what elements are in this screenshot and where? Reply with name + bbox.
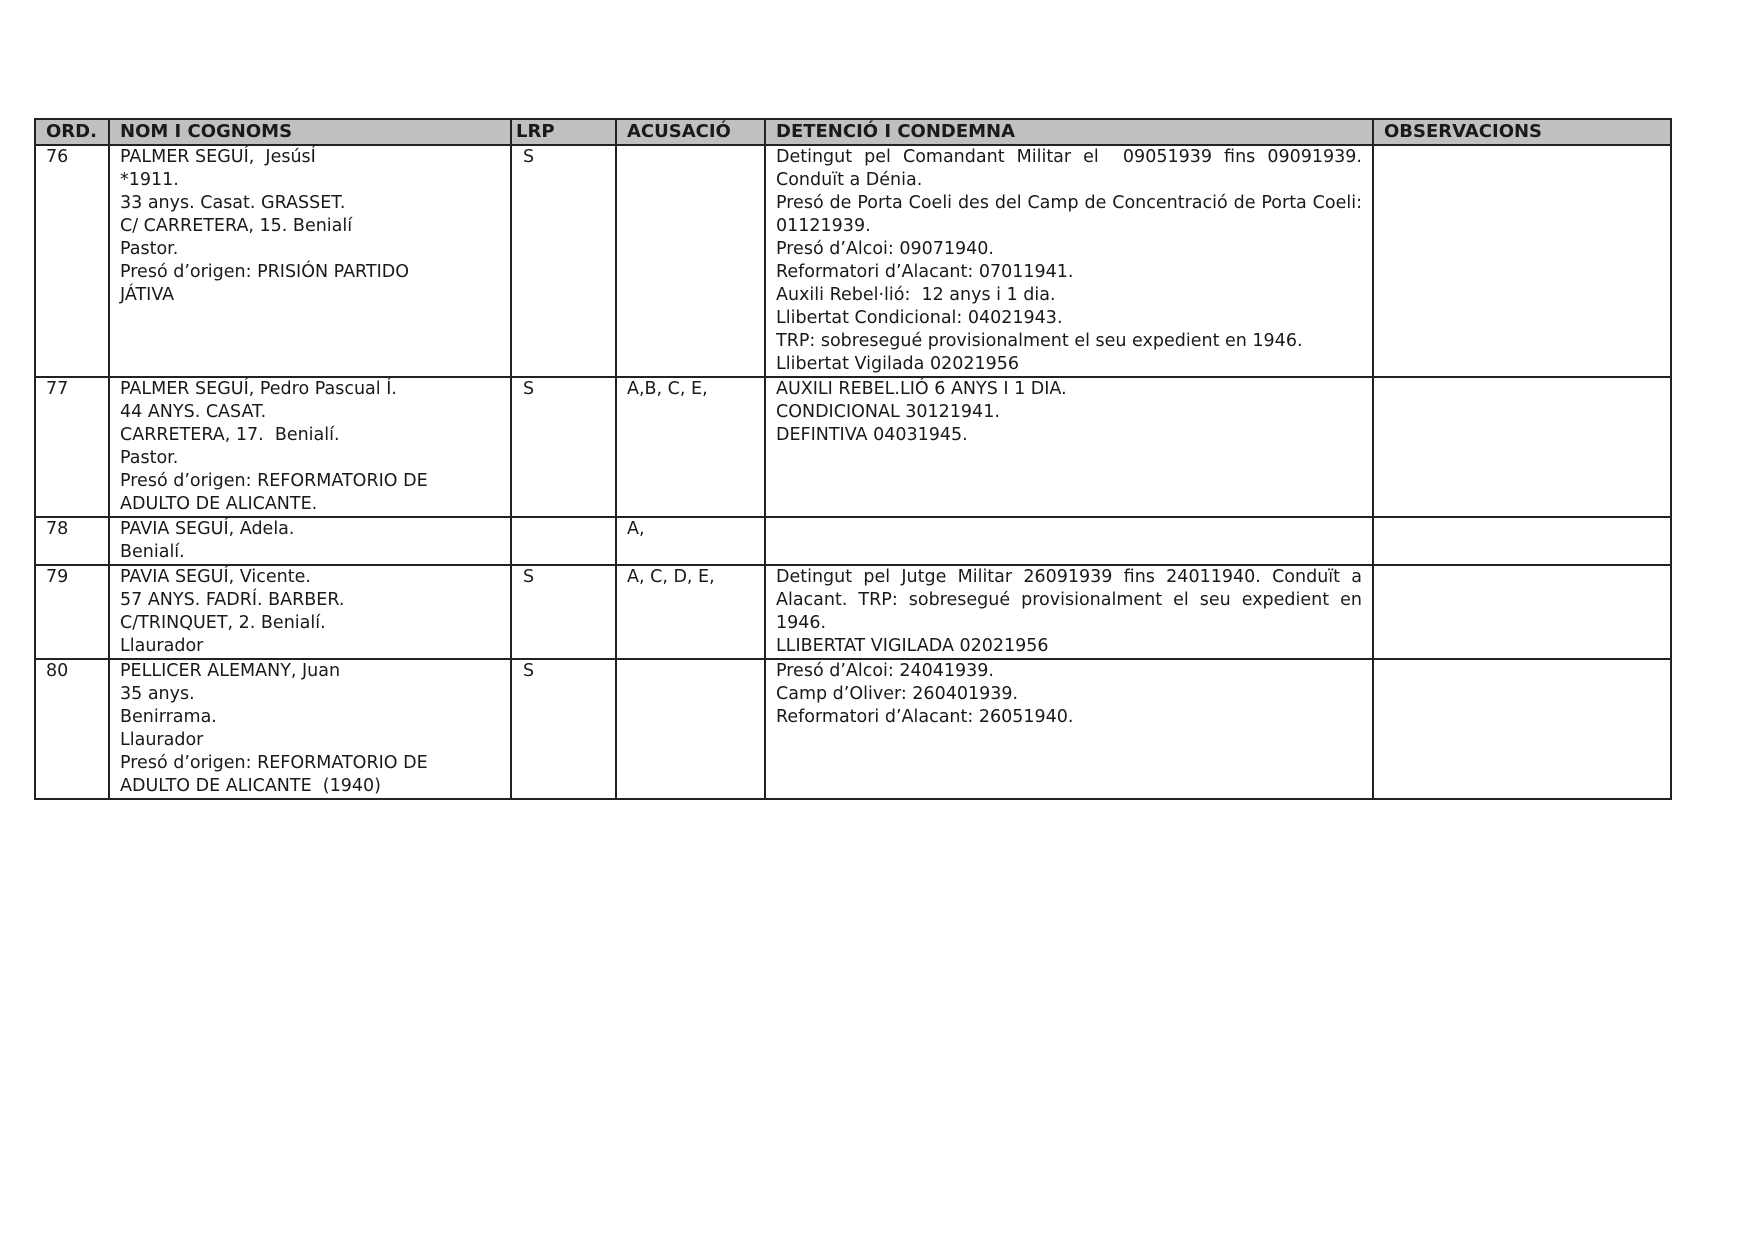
table-row: [35, 659, 1671, 799]
cell-nom: [109, 517, 511, 565]
cell-nom-line: ADULTO DE ALICANTE.: [120, 494, 318, 514]
cell-nom-line: PAVIA SEGUÍ, Adela.: [120, 519, 295, 539]
cell-nom-line: Presó d’origen: PRISIÓN PARTIDO: [120, 262, 410, 282]
cell-detencio-line: Presó d’Alcoi: 24041939.: [776, 661, 994, 681]
cell-nom-lines: [120, 518, 500, 564]
cell-nom: [109, 659, 511, 799]
cell-nom-line: *1911.: [120, 170, 179, 190]
cell-observacions: [1373, 145, 1671, 377]
cell-detencio-lines: [776, 378, 1362, 447]
cell-nom-line: CARRETERA, 17. Benialí.: [120, 425, 340, 445]
header-detencio: DETENCIÓ I CONDEMNA: [765, 119, 1373, 145]
cell-acusacio: A,: [616, 517, 765, 565]
cell-detencio-line: TRP: sobresegué provisionalment el seu expedient en 1946.: [776, 331, 1303, 351]
cell-nom: [109, 377, 511, 517]
cell-detencio-line: Llibertat Vigilada 02021956: [776, 354, 1020, 374]
cell-detencio-line: Detingut pel Jutge Militar 26091939 fins 24011940. Conduït a Alacant. TRP: sobresegué provisionalment el seu expedient en 1946.: [776, 567, 1368, 633]
cell-nom: [109, 565, 511, 659]
cell-detencio-line: Camp d’Oliver: 260401939.: [776, 684, 1019, 704]
cell-nom-line: 44 ANYS. CASAT.: [120, 402, 267, 422]
cell-nom-line: Llaurador: [120, 730, 204, 750]
header-nom: NOM I COGNOMS: [109, 119, 511, 145]
cell-detencio-line: Detingut pel Comandant Militar el 09051939 fins 09091939. Conduït a Dénia.: [776, 147, 1368, 190]
cell-nom-line: PALMER SEGUÍ, JesúsÍ: [120, 147, 316, 167]
cell-ord: 79: [35, 565, 109, 659]
cell-observacions: [1373, 565, 1671, 659]
cell-acusacio: [616, 659, 765, 799]
cell-nom-line: Pastor.: [120, 448, 179, 468]
cell-acusacio: A,B, C, E,: [616, 377, 765, 517]
cell-detencio: [765, 659, 1373, 799]
cell-nom-lines: [120, 146, 500, 307]
cell-lrp: S: [511, 145, 616, 377]
cell-nom-line: C/ CARRETERA, 15. Benialí: [120, 216, 353, 236]
cell-nom-line: PAVIA SEGUÍ, Vicente.: [120, 567, 311, 587]
cell-acusacio: A, C, D, E,: [616, 565, 765, 659]
cell-observacions: [1373, 659, 1671, 799]
cell-ord: 77: [35, 377, 109, 517]
cell-nom-lines: [120, 660, 500, 798]
cell-nom: [109, 145, 511, 377]
table-row: [35, 517, 1671, 565]
cell-lrp: [511, 517, 616, 565]
header-acusacio: ACUSACIÓ: [616, 119, 765, 145]
cell-detencio-line: Presó de Porta Coeli des del Camp de Concentració de Porta Coeli: 01121939.: [776, 193, 1368, 236]
cell-acusacio: [616, 145, 765, 377]
cell-lrp: S: [511, 659, 616, 799]
cell-ord: 78: [35, 517, 109, 565]
cell-detencio-lines: [776, 660, 1362, 729]
cell-nom-line: JÁTIVA: [120, 285, 175, 305]
cell-ord: 80: [35, 659, 109, 799]
table-header-row: [35, 119, 1671, 145]
table-body: [35, 145, 1671, 799]
cell-nom-line: Pastor.: [120, 239, 179, 259]
table-row: [35, 377, 1671, 517]
cell-ord: 76: [35, 145, 109, 377]
cell-detencio-line: Auxili Rebel·lió: 12 anys i 1 dia.: [776, 285, 1056, 305]
cell-observacions: [1373, 517, 1671, 565]
cell-nom-lines: [120, 378, 500, 516]
cell-detencio-lines: [776, 566, 1368, 658]
cell-nom-line: 35 anys.: [120, 684, 195, 704]
cell-nom-lines: [120, 566, 500, 658]
cell-detencio: [765, 377, 1373, 517]
header-lrp: LRP: [511, 119, 616, 145]
cell-detencio-line: CONDICIONAL 30121941.: [776, 402, 1000, 422]
cell-nom-line: Presó d’origen: REFORMATORIO DE: [120, 753, 428, 773]
cell-detencio-line: LLIBERTAT VIGILADA 02021956: [776, 636, 1049, 656]
cell-nom-line: 33 anys. Casat. GRASSET.: [120, 193, 346, 213]
cell-detencio-line: DEFINTIVA 04031945.: [776, 425, 968, 445]
cell-lrp: S: [511, 565, 616, 659]
cell-detencio-line: Presó d’Alcoi: 09071940.: [776, 239, 994, 259]
cell-detencio: [765, 517, 1373, 565]
cell-detencio: [765, 565, 1373, 659]
cell-nom-line: PELLICER ALEMANY, Juan: [120, 661, 341, 681]
cell-nom-line: 57 ANYS. FADRÍ. BARBER.: [120, 590, 345, 610]
cell-nom-line: PALMER SEGUÍ, Pedro Pascual Í.: [120, 379, 397, 399]
table-row: [35, 145, 1671, 377]
cell-detencio-lines: [776, 146, 1368, 376]
cell-detencio-line: AUXILI REBEL.LIÓ 6 ANYS I 1 DIA.: [776, 379, 1067, 399]
table-row: [35, 565, 1671, 659]
cell-detencio-line: Llibertat Condicional: 04021943.: [776, 308, 1063, 328]
cell-nom-line: Presó d’origen: REFORMATORIO DE: [120, 471, 428, 491]
header-ord: ORD.: [35, 119, 109, 145]
cell-nom-line: ADULTO DE ALICANTE (1940): [120, 776, 381, 796]
cell-lrp: S: [511, 377, 616, 517]
cell-nom-line: Llaurador: [120, 636, 204, 656]
header-observacions: OBSERVACIONS: [1373, 119, 1671, 145]
cell-observacions: [1373, 377, 1671, 517]
cell-nom-line: Benialí.: [120, 542, 185, 562]
records-table: [34, 118, 1672, 800]
cell-nom-line: Benirrama.: [120, 707, 217, 727]
cell-nom-line: C/TRINQUET, 2. Benialí.: [120, 613, 326, 633]
cell-detencio-line: Reformatori d’Alacant: 07011941.: [776, 262, 1074, 282]
cell-detencio-line: Reformatori d’Alacant: 26051940.: [776, 707, 1074, 727]
cell-detencio: [765, 145, 1373, 377]
